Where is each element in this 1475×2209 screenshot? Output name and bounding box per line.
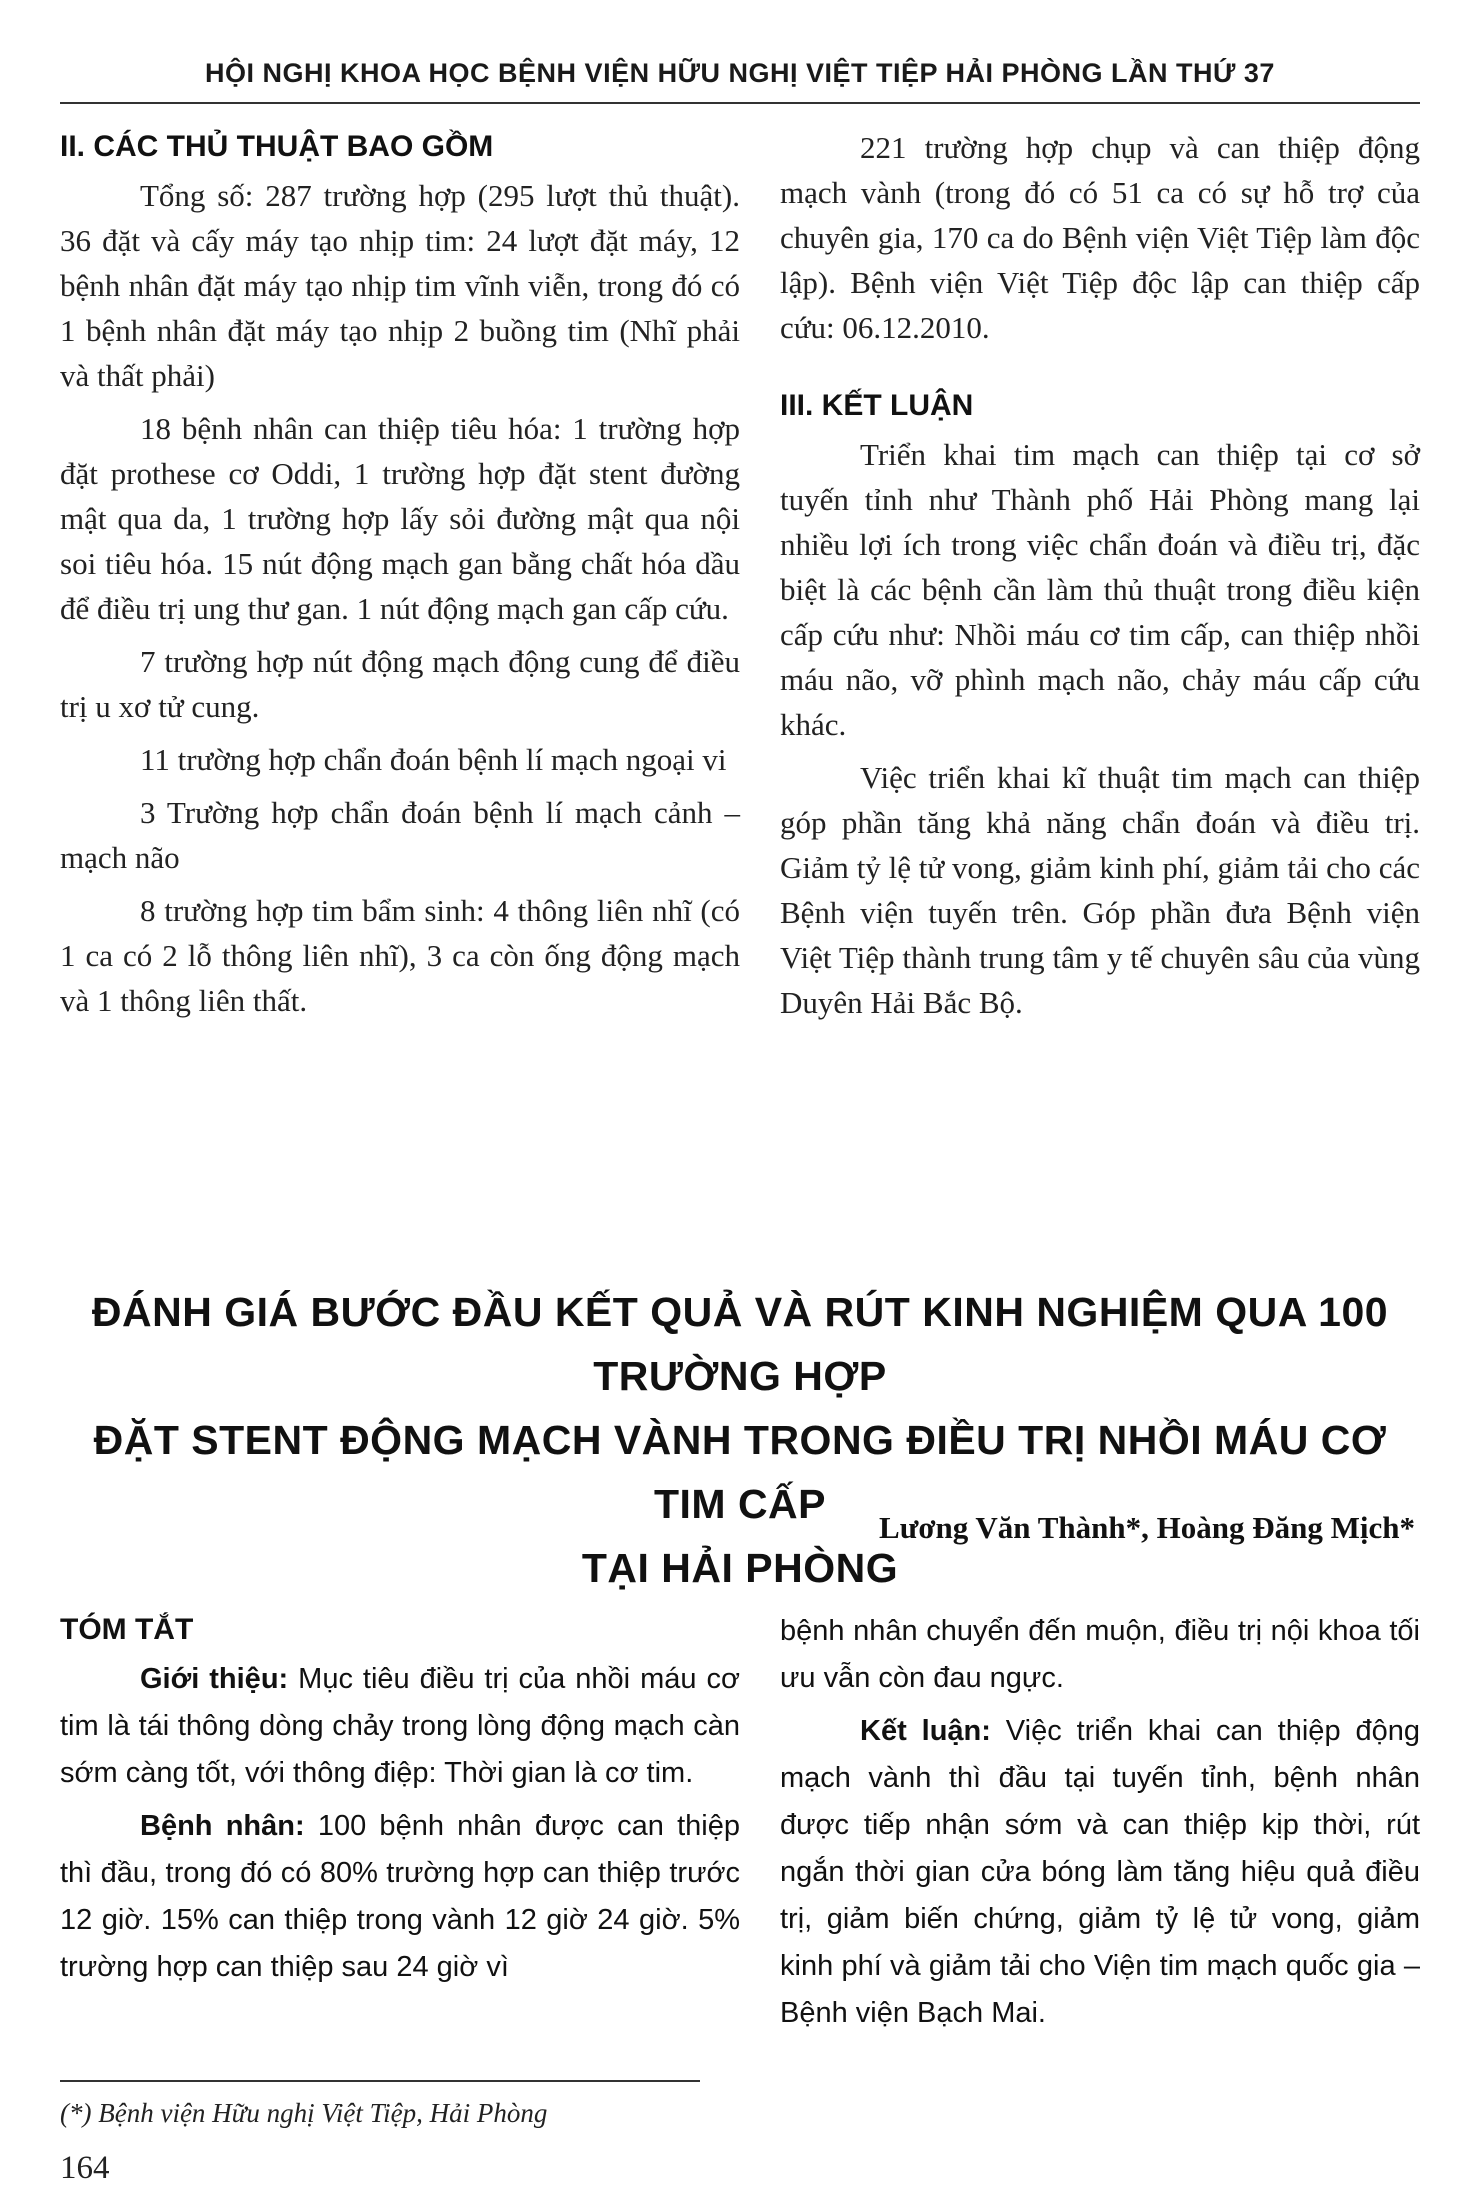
abstract-conclusion-label: Kết luận: [860,1715,991,1747]
prev-article-right-column [780,125,1420,1025]
section-title-conclusion: III. KẾT LUẬN [780,389,974,422]
prev-article-left-column [60,125,740,1023]
abstract-patients-continued: bệnh nhân chuyển đến muộn, điều trị nội khoa tối ưu vẫn còn đau ngực. [780,1615,1420,1694]
paragraph: 3 Trường hợp chẩn đoán bệnh lí mạch cảnh – mạch não [60,795,740,875]
paragraph: 221 trường hợp chụp và can thiệp động mạch vành (trong đó có 51 ca có sự hỗ trợ của chuyên gia, 170 ca do Bệnh viện Việt Tiệp làm độc lập). Bệnh viện Việt Tiệp độc lập can thiệp cấp cứu: 06.12.2010. [780,130,1420,345]
abstract-patients-label: Bệnh nhân: [140,1810,305,1842]
footnote-rule [60,2080,700,2082]
abstract-patients-text: 100 bệnh nhân được can thiệp thì đầu, trong đó có 80% trường hợp can thiệp trước 12 giờ. 15% can thiệp trong vành 12 giờ 24 giờ. 5% trường hợp can thiệp sau 24 giờ vì [60,1810,740,1983]
paragraph: 8 trường hợp tim bẩm sinh: 4 thông liên nhĩ (có 1 ca có 2 lỗ thông liên nhĩ), 3 ca còn ống động mạch và 1 thông liên thất. [60,893,740,1018]
abstract-right-column [780,1608,1420,2037]
running-header: HỘI NGHỊ KHOA HỌC BỆNH VIỆN HỮU NGHỊ VIỆT TIỆP HẢI PHÒNG LẦN THỨ 37 [205,58,1275,88]
paragraph: 11 trường hợp chẩn đoán bệnh lí mạch ngoại vi [140,742,727,777]
abstract-intro-label: Giới thiệu: [140,1663,289,1695]
paragraph: Việc triển khai kĩ thuật tim mạch can thiệp góp phần tăng khả năng chẩn đoán và điều trị. Giảm tỷ lệ tử vong, giảm kinh phí, giảm tải cho các Bệnh viện tuyến trên. Góp phần đưa Bệnh viện Việt Tiệp thành trung tâm y tế chuyên sâu của vùng Duyên Hải Bắc Bộ. [780,760,1420,1020]
paragraph: Tổng số: 287 trường hợp (295 lượt thủ thuật). 36 đặt và cấy máy tạo nhịp tim: 24 lượt đặt máy, 12 bệnh nhân đặt máy tạo nhịp tim vĩnh viễn, trong đó có 1 bệnh nhân đặt máy tạo nhịp 2 buồng tim (Nhĩ phải và thất phải) [60,178,740,393]
authors: Lương Văn Thành*, Hoàng Đăng Mịch* [879,1510,1415,1545]
abstract-heading: TÓM TẮT [60,1613,194,1646]
article-title-line: ĐÁNH GIÁ BƯỚC ĐẦU KẾT QUẢ VÀ RÚT KINH NGHIỆM QUA 100 TRƯỜNG HỢP [91,1289,1389,1399]
footnote: (*) Bệnh viện Hữu nghị Việt Tiệp, Hải Phòng [60,2098,548,2128]
article-title-line: TẠI HẢI PHÒNG [581,1545,899,1591]
page-number: 164 [60,2150,110,2186]
abstract-patients [60,1803,740,1991]
abstract-intro [60,1656,740,1797]
section-title-procedures: II. CÁC THỦ THUẬT BAO GỒM [60,130,494,163]
header-rule [60,102,1420,104]
paragraph: 7 trường hợp nút động mạch động cung để điều trị u xơ tử cung. [60,644,740,724]
article-title [80,1280,1400,1600]
article-title-line: ĐẶT STENT ĐỘNG MẠCH VÀNH TRONG ĐIỀU TRỊ NHỒI MÁU CƠ TIM CẤP [93,1417,1387,1527]
abstract-conclusion-text: Việc triển khai can thiệp động mạch vành thì đầu tại tuyến tỉnh, bệnh nhân được tiếp nhận sớm và can thiệp kịp thời, rút ngắn thời gian cửa bóng làm tăng hiệu quả điều trị, giảm biến chứng, giảm tỷ lệ tử vong, giảm kinh phí và giảm tải cho Viện tim mạch quốc gia – Bệnh viện Bạch Mai. [780,1715,1420,2029]
paragraph: Triển khai tim mạch can thiệp tại cơ sở tuyến tỉnh như Thành phố Hải Phòng mang lại nhiều lợi ích trong việc chẩn đoán và điều trị, đặc biệt là các bệnh cần làm thủ thuật trong điều kiện cấp cứu như: Nhồi máu cơ tim cấp, can thiệp nhồi máu não, vỡ phình mạch não, chảy máu cấp cứu khác. [780,437,1420,742]
abstract-intro-text: Mục tiêu điều trị của nhồi máu cơ tim là tái thông dòng chảy trong lòng động mạch càn sớm càng tốt, với thông điệp: Thời gian là cơ tim. [60,1663,740,1789]
abstract-conclusion [780,1708,1420,2037]
abstract-left-column [60,1608,740,1991]
paragraph: 18 bệnh nhân can thiệp tiêu hóa: 1 trường hợp đặt prothese cơ Oddi, 1 trường hợp đặt stent đường mật qua da, 1 trường hợp lấy sỏi đường mật qua nội soi tiêu hóa. 15 nút động mạch gan bằng chất hóa dầu để điều trị ung thư gan. 1 nút động mạch gan cấp cứu. [60,411,740,626]
